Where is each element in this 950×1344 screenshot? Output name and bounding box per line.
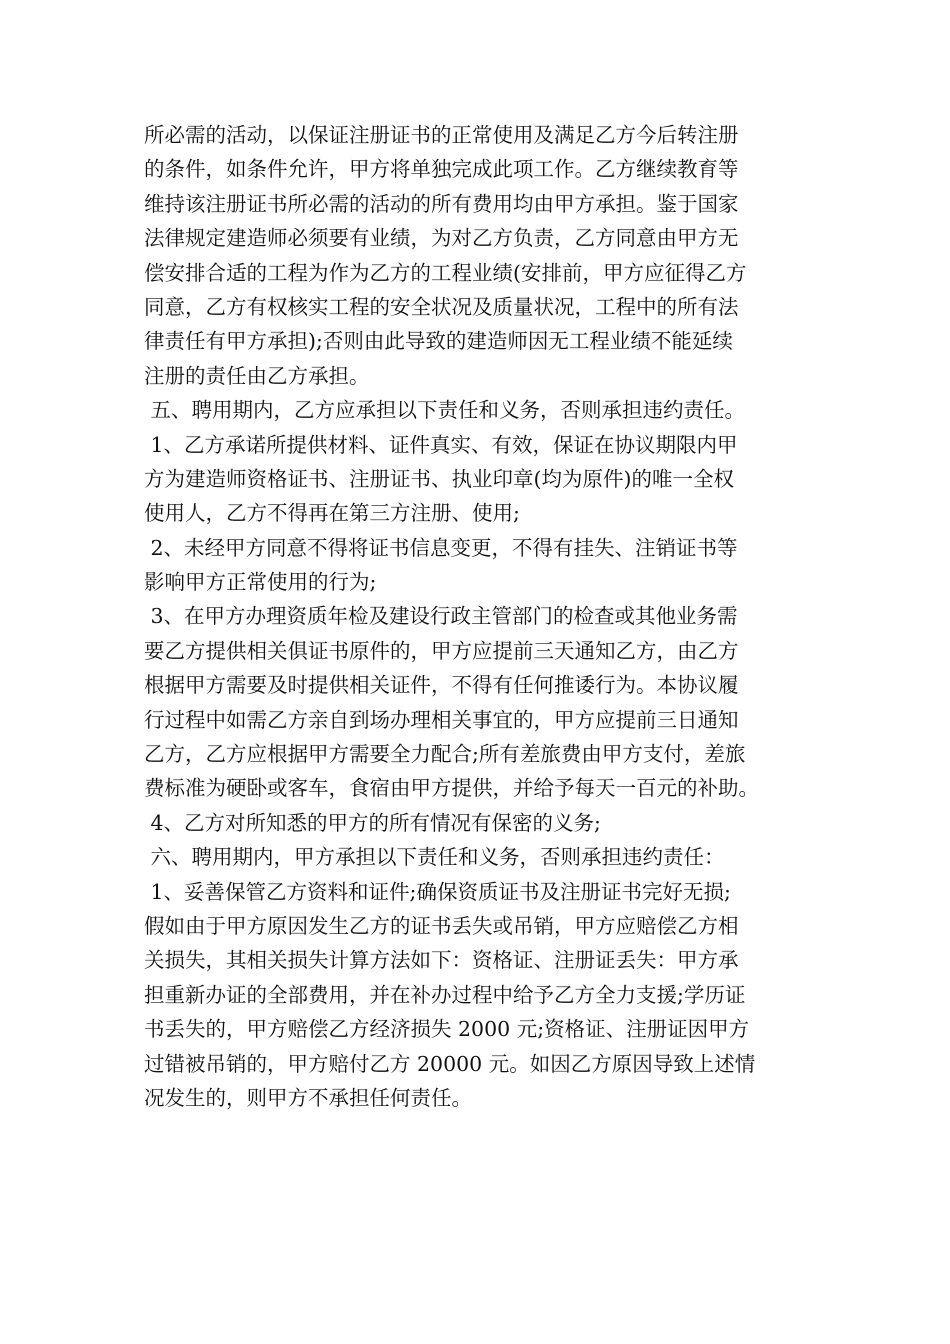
- section-heading-six: 六、聘用期内，甲方承担以下责任和义务，否则承担违约责任：: [144, 845, 725, 870]
- text-line: 过错被吊销的，甲方赔付乙方 20000 元。如因乙方原因导致上述情: [144, 1051, 756, 1076]
- text-line: 要乙方提供相关俱证书原件的，甲方应提前三天通知乙方，由乙方: [144, 638, 739, 663]
- text-line: 同意，乙方有权核实工程的安全状况及质量状况，工程中的所有法: [144, 294, 739, 319]
- text-line: 费标准为硬卧或客车，食宿由甲方提供，并给予每天一百元的补助。: [144, 776, 759, 801]
- text-line: 的条件，如条件允许，甲方将单独完成此项工作。乙方继续教育等: [144, 157, 739, 182]
- text-line: 况发生的，则甲方不承担任何责任。: [144, 1085, 472, 1110]
- contract-body: [144, 118, 814, 1115]
- text-line: 1、乙方承诺所提供材料、证件真实、有效，保证在协议期限内甲: [144, 432, 738, 457]
- text-line: 3、在甲方办理资质年检及建设行政主管部门的检查或其他业务需: [144, 604, 738, 629]
- text-line: 书丢失的，甲方赔偿乙方经济损失 2000 元;资格证、注册证因甲方: [144, 1017, 750, 1042]
- section-heading-five: 五、聘用期内，乙方应承担以下责任和义务，否则承担违约责任。: [144, 398, 746, 423]
- text-line: 维持该注册证书所必需的活动的所有费用均由甲方承担。鉴于国家: [144, 191, 739, 216]
- text-line: 偿安排合适的工程为作为乙方的工程业绩(安排前，甲方应征得乙方: [144, 260, 747, 285]
- text-line: 法律规定建造师必须要有业绩，为对乙方负责，乙方同意由甲方无: [144, 226, 739, 251]
- text-line: 根据甲方需要及时提供相关证件，不得有任何推诿行为。本协议履: [144, 673, 739, 698]
- text-line: 乙方，乙方应根据甲方需要全力配合;所有差旅费由甲方支付，差旅: [144, 742, 746, 767]
- text-line: 影响甲方正常使用的行为;: [144, 570, 377, 595]
- text-line: 所必需的活动，以保证注册证书的正常使用及满足乙方今后转注册: [144, 123, 739, 147]
- text-line: 1、妥善保管乙方资料和证件;确保资质证书及注册证书完好无损;: [144, 879, 731, 904]
- text-line: 注册的责任由乙方承担。: [144, 363, 370, 388]
- text-line: 4、乙方对所知悉的甲方的所有情况有保密的义务;: [144, 810, 601, 835]
- text-line: 担重新办证的全部费用，并在补办过程中给予乙方全力支援;学历证: [144, 982, 746, 1007]
- text-line: 行过程中如需乙方亲自到场办理相关事宜的，甲方应提前三日通知: [144, 707, 739, 732]
- text-line: 方为建造师资格证书、注册证书、执业印章(均为原件)的唯一全权: [144, 466, 734, 491]
- text-line: 使用人，乙方不得再在第三方注册、使用;: [144, 501, 520, 526]
- text-line: 2、未经甲方同意不得将证书信息变更，不得有挂失、注销证书等: [144, 535, 738, 560]
- text-line: 律责任有甲方承担);否则由此导致的建造师因无工程业绩不能延续: [144, 329, 733, 354]
- text-line: 假如由于甲方原因发生乙方的证书丢失或吊销，甲方应赔偿乙方相: [144, 913, 739, 938]
- text-line: 关损失，其相关损失计算方法如下：资格证、注册证丢失：甲方承: [144, 948, 739, 973]
